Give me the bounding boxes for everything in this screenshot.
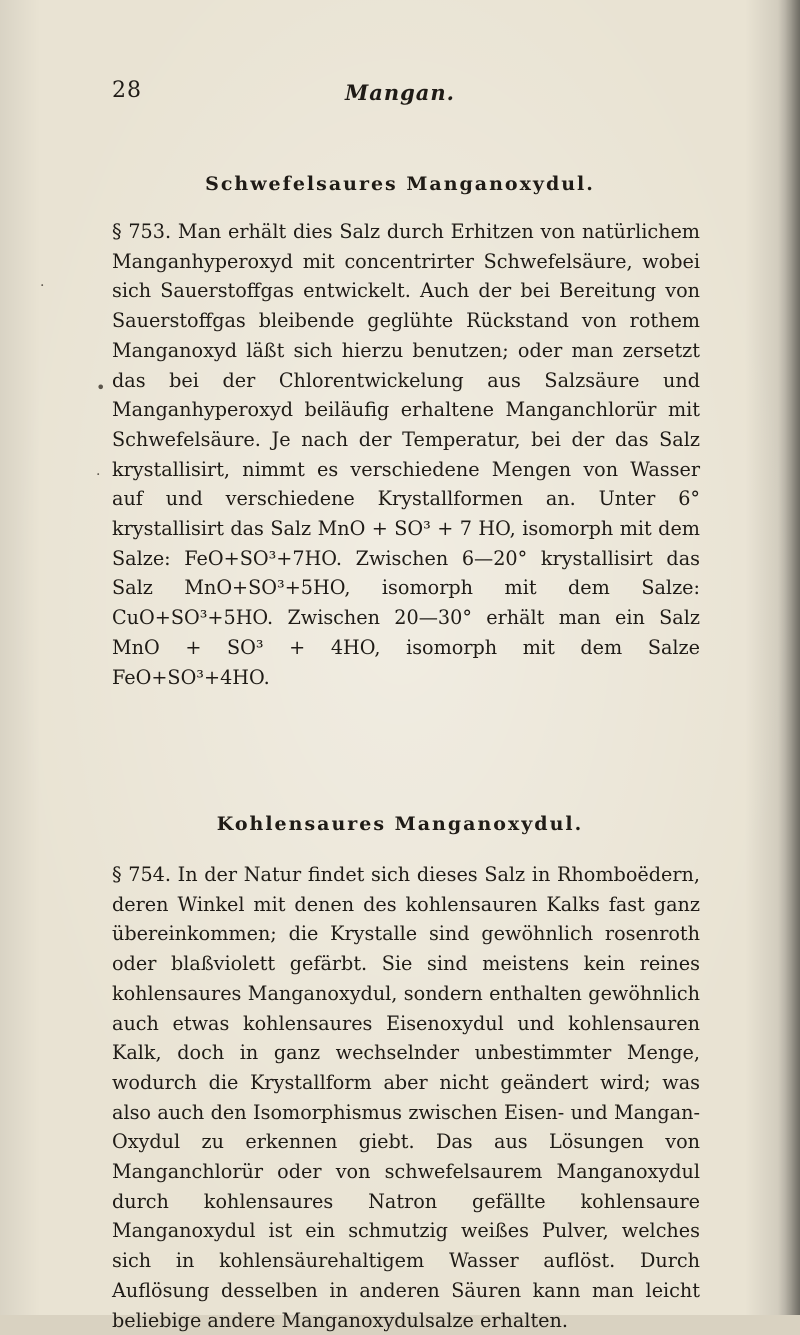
running-head: Mangan. bbox=[345, 80, 455, 105]
paragraph-754: § 754. In der Natur findet sich dieses Salz in Rhomboëdern, deren Winkel mit denen des kohlensauren Kalks fast ganz übereinkommen; die Krystalle sind gewöhnlich rosenroth oder blaßviolett gefärbt. Sie sind meistens kein reines kohlensaures Manganoxydul, sondern enthalten gewöhnlich auch etwas kohlensaures Eisenoxydul und kohlensauren Kalk, doch in ganz wechselnder unbestimmter Menge, wodurch die Krystallform aber nicht geändert wird; was also auch den Isomorphismus zwischen Eisen- und Mangan-Oxydul zu erkennen giebt. Das aus Lösungen von Manganchlorür oder von schwefelsaurem Manganoxydul durch kohlensaures Natron gefällte kohlensaure Manganoxydul ist ein schmutzig weißes Pulver, welches sich in kohlensäurehaltigem Wasser auflöst. Durch Auflösung desselben in anderen Säuren kann man leicht beliebige andere Manganoxydulsalze erhalten. bbox=[112, 863, 700, 1332]
section-heading-2: Kohlensaures Manganoxydul. bbox=[216, 813, 584, 835]
page-number: 28 bbox=[112, 78, 142, 103]
margin-dot-icon: • bbox=[96, 378, 106, 397]
section-heading-1: Schwefelsaures Manganoxydul. bbox=[205, 173, 595, 195]
paragraph-753: § 753. Man erhält dies Salz durch Erhitzen von natürlichem Manganhyperoxyd mit concentrirter Schwefelsäure, wobei sich Sauerstoffgas entwickelt. Auch der bei Bereitung von Sauerstoffgas bleibende geglühte Rückstand von rothem Manganoxyd läßt sich hierzu benutzen; oder man zersetzt das bei der Chlorentwickelung aus Salzsäure und Manganhyperoxyd beiläufig erhaltene Manganchlorür mit Schwefelsäure. Je nach der Temperatur, bei der das Salz krystallisirt, nimmt es verschiedene Mengen von Wasser auf und verschiedene Krystallformen an. Unter 6° krystallisirt das Salz MnO + SO³ + 7 HO, isomorph mit dem Salze: FeO+SO³+7HO. Zwischen 6—20° krystallisirt das Salz MnO+SO³+5HO, isomorph mit dem Salze: CuO+SO³+5HO. Zwischen 20—30° erhält man ein Salz MnO + SO³ + 4HO, isomorph mit dem Salze FeO+SO³+4HO. bbox=[112, 220, 700, 689]
margin-speck-icon: · bbox=[96, 467, 101, 483]
page-edge-shadow bbox=[778, 0, 800, 1315]
margin-speck-icon: · bbox=[40, 278, 45, 294]
